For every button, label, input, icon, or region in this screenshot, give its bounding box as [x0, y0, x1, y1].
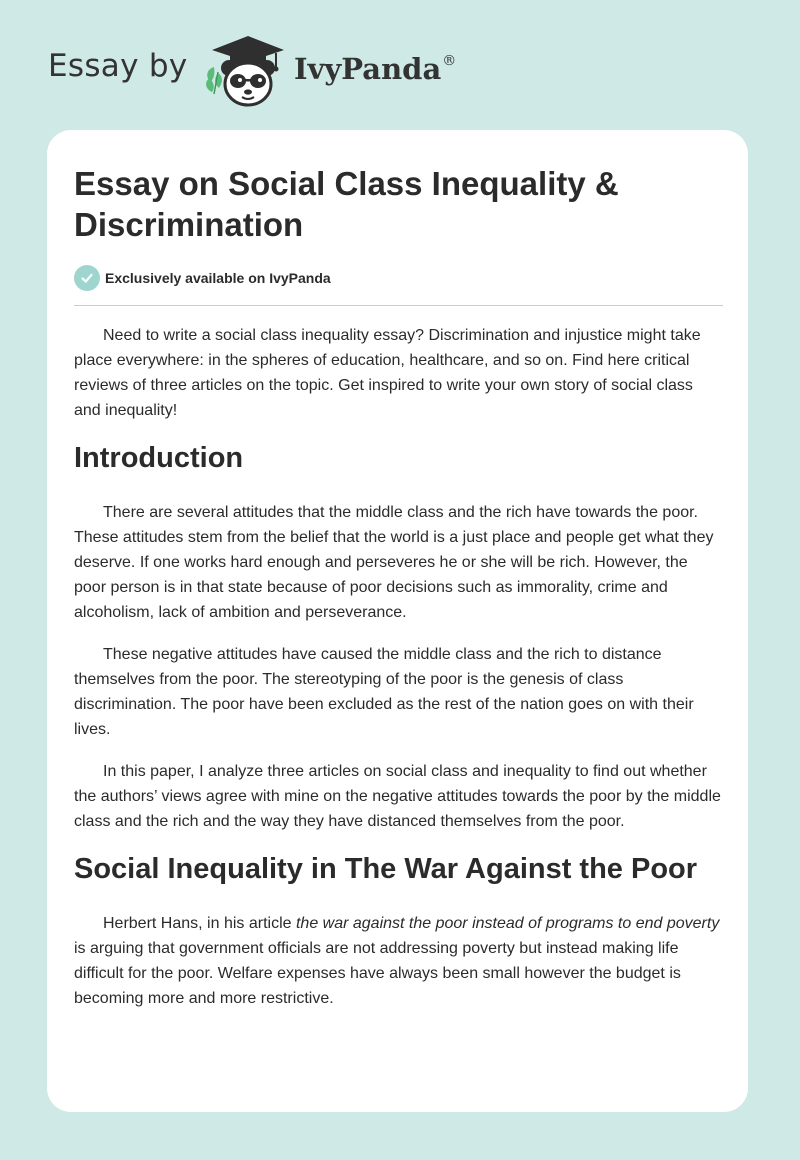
- paragraph-text: Herbert Hans, in his article: [103, 915, 296, 932]
- leaf-icon: [206, 67, 222, 94]
- section-heading-introduction: Introduction: [74, 442, 244, 474]
- badge-label: Exclusively available on IvyPanda: [105, 270, 331, 286]
- section-heading-war-against-poor: Social Inequality in The War Against the Poor: [74, 853, 698, 885]
- body-paragraph: These negative attitudes have caused the middle class and the rich to distance themselves from the poor. The stereotyping of the poor is the genesis of class discrimination. The poor have been excluded as the rest of the nation goes on with their lives.: [74, 646, 694, 738]
- exclusive-badge: [74, 265, 721, 291]
- registered-mark: ®: [442, 53, 457, 69]
- intro-paragraph: Need to write a social class inequality essay? Discrimination and injustice might take place everywhere: in the spheres of education, healthcare, and so on. Find here critical reviews of three articles on the topic. Get inspired to write your own story of social class and inequality!: [74, 327, 701, 419]
- body-paragraph: In this paper, I analyze three articles on social class and inequality to find out whether the authors’ views agree with mine on the negative attitudes towards the poor by the middle class and the rich and the way they have distanced themselves from the poor.: [74, 763, 721, 830]
- brand-name[interactable]: IvyPanda®: [294, 52, 457, 86]
- essay-card: [47, 130, 748, 1112]
- divider: [74, 305, 723, 306]
- body-paragraph: There are several attitudes that the middle class and the rich have towards the poor. These attitudes stem from the belief that the world is a just place and people get what they deserve. If one works hard enough and perseveres he or she will be rich. However, the poor person is in that state because of poor decisions such as immorality, crime and alcoholism, lack of ambition and perseverance.: [74, 504, 714, 621]
- article-title-italic: the war against the poor instead of programs to end poverty: [295, 915, 720, 932]
- brand-prefix: Essay by: [48, 48, 188, 84]
- paragraph-text: is arguing that government officials are not addressing poverty but instead making life difficult for the poor. Welfare expenses have always been small however the budget is becoming more and more restrictive.: [74, 940, 681, 1007]
- site-header: [48, 32, 488, 112]
- checkmark-icon: [74, 265, 100, 291]
- body-paragraph: [74, 911, 721, 1011]
- page-title: Essay on Social Class Inequality & Discrimination: [74, 165, 619, 243]
- panda-graduation-cap-icon[interactable]: [202, 32, 284, 108]
